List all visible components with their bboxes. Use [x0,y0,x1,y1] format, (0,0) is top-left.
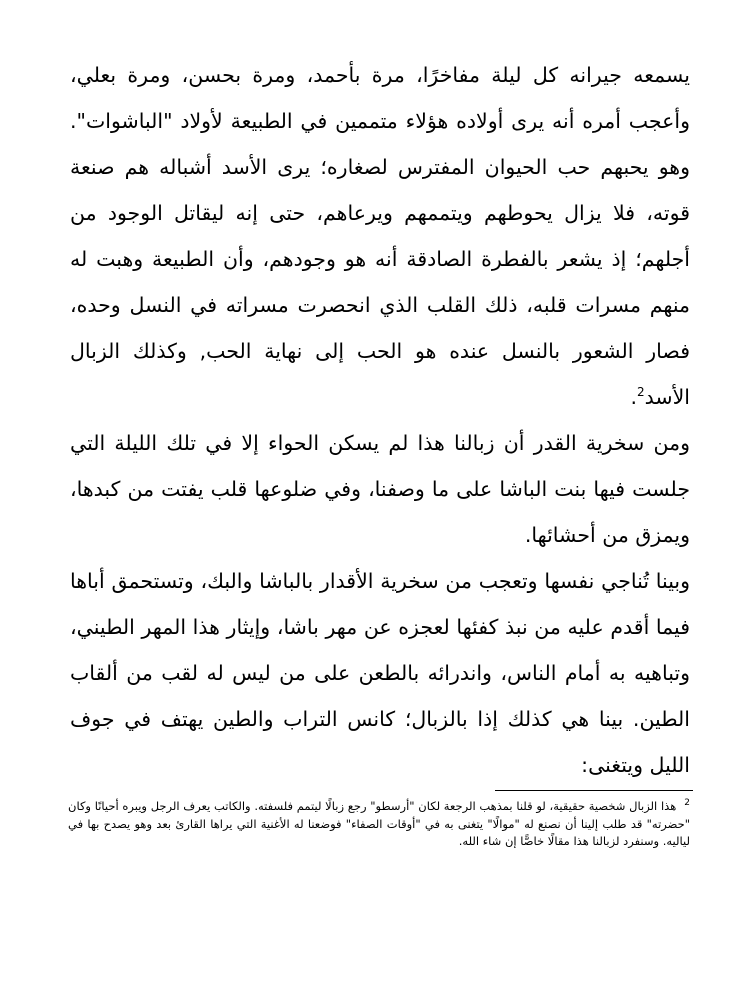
body-text [70,52,690,788]
paragraph-1: يسمعه جيرانه كل ليلة مفاخرًا، مرة بأحمد، ومرة بحسن، ومرة بعلي، وأعجب أمره أنه يرى أولاده هؤلاء متممين في الطبيعة لأولاد "الباشوات". وهو يحبهم حب الحيوان المفترس لصغاره؛ يرى الأسد أشباله هم صنعة قوته، فلا يزال يحوطهم ويتممهم ويرعاهم، حتى إنه ليقاتل الوجود من أجلهم؛ إذ يشعر بالفطرة الصادقة أنه هو وجودهم، وأن الطبيعة وهبت له منهم مسرات قلبه، ذلك القلب الذي انحصرت مسراته في النسل وحده، فصار الشعور بالنسل عنده هو الحب إلى نهاية الحب, وكذلك الزبال الأسد$^2$. [70,63,690,409]
footnote-separator [495,790,693,791]
footnote-reference: 2 [637,385,645,400]
paragraph-2: ومن سخرية القدر أن زبالنا هذا لم يسكن الحواء إلا في تلك الليلة التي جلست فيها بنت الباشا على ما وصفنا، وفي ضلوعها قلب يفتت من كبدها، ويمزق من أحشائها. [70,431,690,547]
footnote-number: 2 [684,798,690,809]
footnote-text: هذا الزبال شخصية حقيقية، لو قلنا بمذهب الرجعة لكان "أرسطو" رجع زبالًا ليتمم فلسفته. والكاتب يعرف الرجل ويبره أحيانًا وكان "حضرته" قد طلب إلينا أن نصنع له "موالًا" يتغنى به في "أوقات الصفاء" فوضعنا له الأغنية التي يراها القارئ بعد وهو يصدح بها في لياليه. وسنفرد لزبالنا هذا مقالًا خاصًّا إن شاء الله. [68,799,690,848]
footnote [68,798,690,851]
paragraph-3: وبينا تُناجي نفسها وتعجب من سخرية الأقدار بالباشا والبك، وتستحمق أباها فيما أقدم عليه من نبذ كفئها لعجزه عن مهر باشا، وإيثار هذا المهر الطيني، وتباهيه به أمام الناس، واندرائه بالطعن على من ليس له لقب من ألقاب الطين. بينا هي كذلك إذا بالزبال؛ كانس التراب والطين يهتف في جوف الليل ويتغنى: [70,569,690,777]
paragraph-1-text: يسمعه جيرانه كل ليلة مفاخرًا، مرة بأحمد، ومرة بحسن، ومرة بعلي، وأعجب أمره أنه يرى أولاده هؤلاء متممين في الطبيعة لأولاد "الباشوات". وهو يحبهم حب الحيوان المفترس لصغاره؛ يرى الأسد أشباله هم صنعة قوته، فلا يزال يحوطهم ويتممهم ويرعاهم، حتى إنه ليقاتل الوجود من أجلهم؛ إذ يشعر بالفطرة الصادقة أنه هو وجودهم، وأن الطبيعة وهبت له منهم مسرات قلبه، ذلك القلب الذي انحصرت مسراته في النسل وحده، فصار الشعور بالنسل عنده هو الحب إلى نهاية الحب, وكذلك الزبال الأسد [70,63,690,409]
